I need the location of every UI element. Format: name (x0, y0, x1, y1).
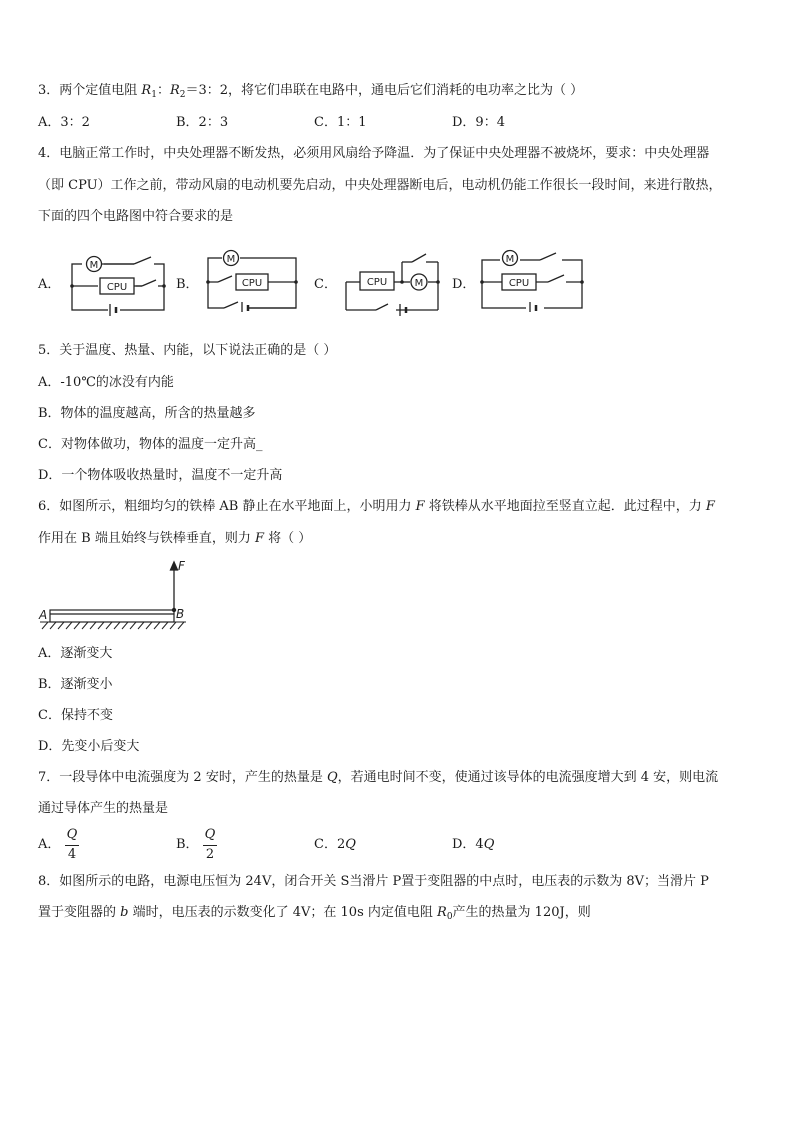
q3-option-a[interactable]: A．3：2 (38, 115, 90, 130)
svg-text:M: M (226, 254, 236, 265)
q4-stem-line1: 4．电脑正常工作时，中央处理器不断发热，必须用风扇给予降温．为了保证中央处理器不被烧坏，要求：中央处理器 (38, 146, 710, 161)
svg-text:CPU: CPU (508, 278, 530, 289)
motor-icon (87, 257, 102, 272)
motor-icon (503, 251, 518, 266)
q7-stem-line1: 7．一段导体中电流强度为 2 安时，产生的热量是 Q，若通电时间不变，使通过该导体的电流强度增大到 4 安，则电流 (38, 770, 719, 785)
q3-number: 3． (38, 83, 60, 98)
q6-stem-line2: 作用在 B 端且始终与铁棒垂直，则力 F 将（ ） (38, 531, 312, 546)
point-a-label: A (39, 608, 48, 622)
q4-option-c-label[interactable]: C． (314, 277, 337, 292)
iron-rod (50, 610, 174, 622)
q6-option-d[interactable]: D．先变小后变大 (38, 739, 140, 754)
svg-text:CPU: CPU (106, 282, 128, 293)
q6-number: 6． (38, 499, 60, 514)
q6-option-b[interactable]: B．逐渐变小 (38, 677, 113, 692)
q8-stem-line2: 置于变阻器的 b 端时，电压表的示数变化了 4V；在 10s 内定值电阻 $R_0$产生的热量为 120J，则 (38, 905, 591, 922)
q7-number: 7． (38, 770, 60, 785)
fraction-denominator: 2 (205, 847, 215, 862)
iron-rod-figure (36, 558, 190, 634)
q4-stem-line3: 下面的四个电路图中符合要求的是 (38, 209, 234, 224)
force-label: F (178, 559, 185, 573)
circuit-diagram-c (342, 244, 444, 316)
motor-icon (224, 251, 239, 266)
svg-text:M: M (89, 260, 99, 271)
q5-number: 5． (38, 343, 60, 358)
circuit-diagram-b (204, 246, 300, 312)
fraction-denominator: 4 (67, 847, 77, 862)
q4-option-d-label[interactable]: D． (452, 277, 476, 292)
q7-stem-line2: 通过导体产生的热量是 (38, 801, 169, 816)
q6-option-c[interactable]: C．保持不变 (38, 708, 113, 723)
q4-option-b-label[interactable]: B． (176, 277, 199, 292)
q7-option-c[interactable]: C．2Q (314, 837, 356, 852)
q6-option-a[interactable]: A．逐渐变大 (38, 646, 113, 661)
point-b-label: B (176, 607, 185, 621)
q5-option-b[interactable]: B．物体的温度越高，所含的热量越多 (38, 406, 256, 421)
svg-text:CPU: CPU (366, 277, 388, 288)
q5-option-d[interactable]: D．一个物体吸收热量时，温度不一定升高 (38, 468, 283, 483)
q3-option-c[interactable]: C．1：1 (314, 115, 367, 130)
svg-text:M: M (505, 254, 515, 265)
q3-stem: 3．两个定值电阻 $R_1$：$R_2=3$：2，将它们串联在电路中，通电后它们消耗的电功率之比为（ ） (38, 83, 584, 100)
circuit-diagram-d (478, 246, 586, 312)
q7-option-d[interactable]: D．4Q (452, 837, 495, 852)
ground-hatch (40, 622, 186, 629)
q4-stem-line2: （即 CPU）工作之前，带动风扇的电动机要先启动，中央处理器断电后，电动机仍能工作很长一段时间，来进行散热， (38, 178, 722, 193)
fraction-numerator: Q (66, 827, 78, 842)
circuit-diagram-a (68, 250, 172, 316)
q4-number: 4． (38, 146, 60, 161)
svg-text:CPU: CPU (241, 278, 263, 289)
q5-stem: 5．关于温度、热量、内能，以下说法正确的是（ ） (38, 343, 337, 358)
q3-option-b[interactable]: B．2：3 (176, 115, 229, 130)
switch-icon (376, 304, 388, 310)
cpu-icon (236, 274, 268, 290)
switch-icon (412, 254, 426, 262)
q8-stem-line1: 8．如图所示的电路，电源电压恒为 24V，闭合开关 S当滑片 P置于变阻器的中点时，电压表的示数为 8V；当滑片 P (38, 874, 709, 889)
q8-number: 8． (38, 874, 60, 889)
q5-option-a[interactable]: A．-10℃的冰没有内能 (38, 375, 174, 390)
cpu-icon (502, 274, 536, 290)
cpu-icon (360, 272, 394, 290)
q6-stem-line1: 6．如图所示，粗细均匀的铁棒 AB 静止在水平地面上，小明用力 F 将铁棒从水平地面拉至竖直立起．此过程中，力 F (38, 499, 715, 514)
force-arrow (171, 562, 178, 610)
q3-option-d[interactable]: D．9：4 (452, 115, 505, 130)
q5-option-c[interactable]: C．对物体做功，物体的温度一定升高_ (38, 437, 263, 452)
q4-option-a-label[interactable]: A． (38, 277, 61, 292)
motor-icon (411, 274, 427, 290)
svg-text:M: M (414, 278, 424, 289)
cpu-icon (100, 278, 134, 294)
fraction-numerator: Q (204, 827, 216, 842)
